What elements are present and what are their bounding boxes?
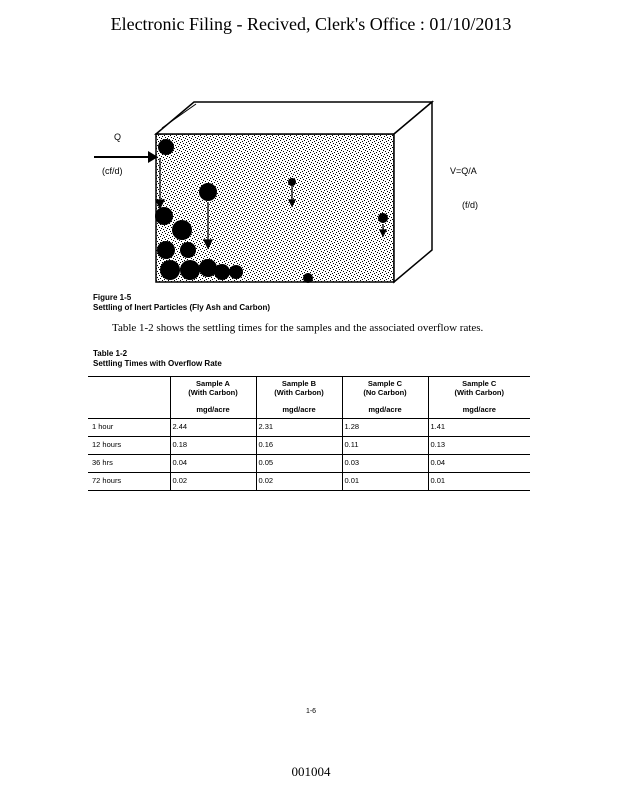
- column-unit: mgd/acre: [282, 405, 316, 414]
- figure-number: Figure 1-5: [93, 293, 132, 302]
- flow-unit-label: (cf/d): [102, 166, 123, 176]
- column-subtitle: (With Carbon): [188, 388, 238, 397]
- flow-label-q: Q: [114, 132, 122, 142]
- value-cell: 0.05: [256, 455, 342, 473]
- velocity-label: V=Q/A: [450, 166, 477, 176]
- table-header-row: [88, 377, 530, 419]
- column-header: [342, 377, 428, 419]
- page-number: 1-6: [305, 708, 317, 715]
- time-cell: 36 hrs: [88, 455, 170, 473]
- value-cell: 0.01: [428, 473, 530, 491]
- value-cell: 2.31: [256, 419, 342, 437]
- value-cell: 0.13: [428, 437, 530, 455]
- value-cell: 2.44: [170, 419, 256, 437]
- value-cell: 0.01: [342, 473, 428, 491]
- value-cell: 1.28: [342, 419, 428, 437]
- value-cell: 0.16: [256, 437, 342, 455]
- column-subtitle: (No Carbon): [363, 388, 407, 397]
- figure-title: Settling of Inert Particles (Fly Ash and Carbon): [93, 303, 271, 312]
- table-row: [88, 437, 530, 455]
- column-header: [170, 377, 256, 419]
- column-unit: mgd/acre: [368, 405, 402, 414]
- column-header: [256, 377, 342, 419]
- value-cell: 1.41: [428, 419, 530, 437]
- settling-times-table: [88, 376, 530, 491]
- column-unit: mgd/acre: [196, 405, 230, 414]
- column-name: Sample B: [281, 379, 317, 388]
- settling-tank-figure: [90, 100, 510, 290]
- bates-number: 001004: [291, 764, 331, 779]
- time-cell: 72 hours: [88, 473, 170, 491]
- table-number: Table 1-2: [93, 349, 128, 358]
- value-cell: 0.18: [170, 437, 256, 455]
- table-caption: [93, 349, 222, 369]
- value-cell: 0.04: [428, 455, 530, 473]
- column-name: Sample A: [196, 379, 230, 388]
- value-cell: 0.02: [170, 473, 256, 491]
- column-header: [428, 377, 530, 419]
- header-empty-cell: [88, 377, 170, 419]
- figure-caption: [93, 293, 270, 313]
- time-cell: 12 hours: [88, 437, 170, 455]
- table-row: [88, 455, 530, 473]
- velocity-unit-label: (f/d): [462, 200, 479, 210]
- value-cell: 0.03: [342, 455, 428, 473]
- table-row: [88, 419, 530, 437]
- column-name: Sample C: [367, 379, 403, 388]
- page-header: Electronic Filing - Recived, Clerk's Office : 01/10/2013: [110, 14, 512, 34]
- column-subtitle: (With Carbon): [454, 388, 504, 397]
- column-subtitle: (With Carbon): [274, 388, 324, 397]
- time-cell: 1 hour: [88, 419, 170, 437]
- column-name: Sample C: [462, 379, 497, 388]
- value-cell: 0.02: [256, 473, 342, 491]
- column-unit: mgd/acre: [462, 405, 496, 414]
- table-row: [88, 473, 530, 491]
- tank: [156, 102, 432, 282]
- intro-paragraph: Table 1-2 shows the settling times for the samples and the associated overflow rates.: [112, 322, 484, 334]
- value-cell: 0.11: [342, 437, 428, 455]
- value-cell: 0.04: [170, 455, 256, 473]
- table-title: Settling Times with Overflow Rate: [93, 359, 222, 368]
